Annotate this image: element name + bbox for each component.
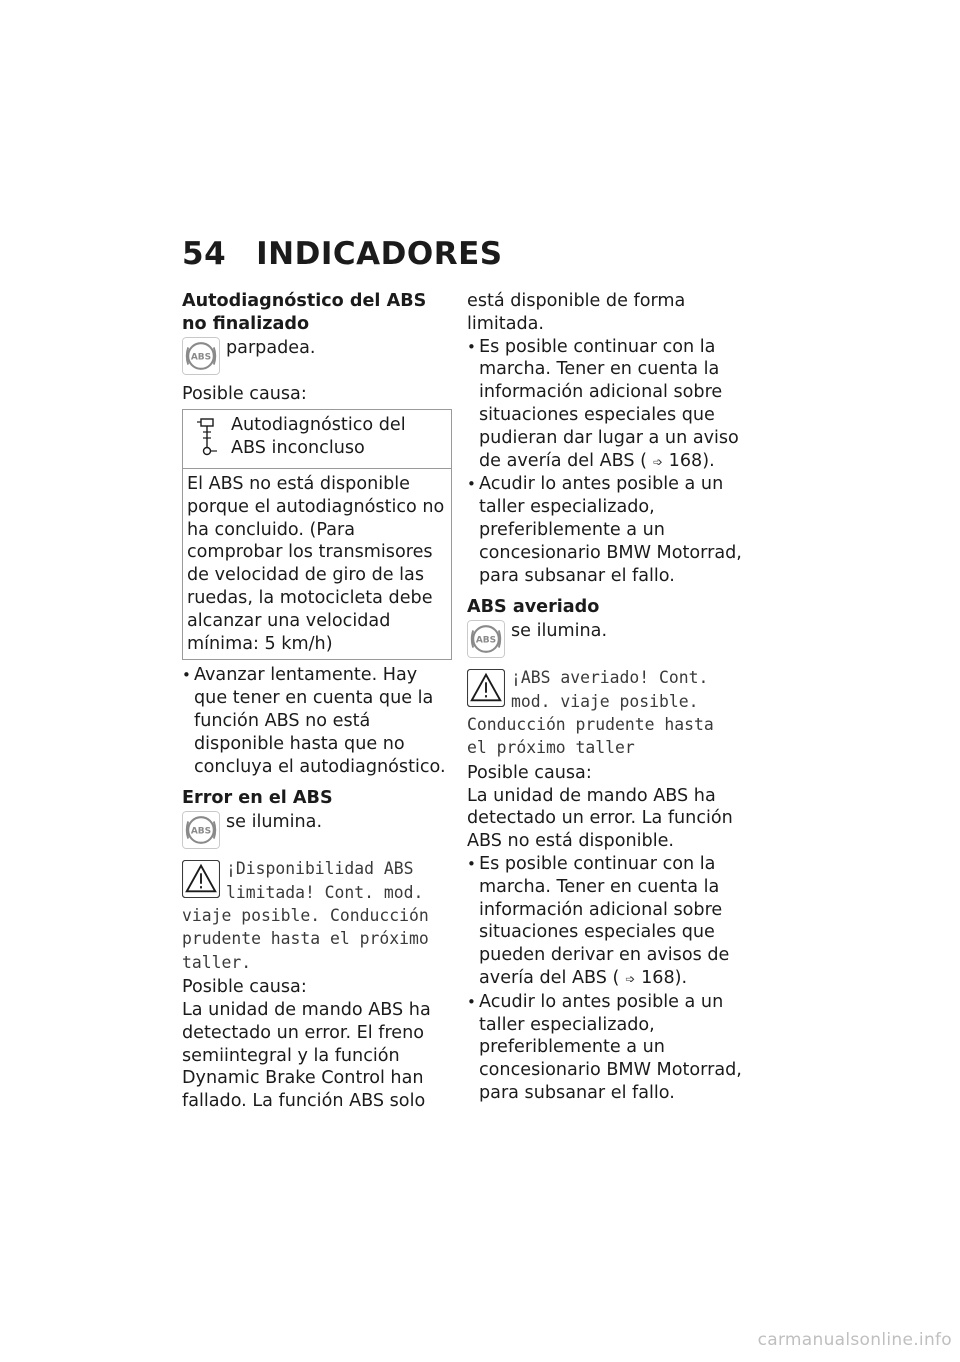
indicator-state-text: se ilumina.: [511, 621, 608, 642]
left-column: [182, 290, 452, 1113]
bullet-list: [182, 664, 452, 778]
cause-box-heading: Autodiagnóstico del ABS inconcluso: [231, 415, 406, 459]
watermark: carmanualsonline.info: [757, 1330, 952, 1350]
display-message-text: ¡ABS averiado! Cont. mod. viaje posible. Conducción prudente hasta el próximo taller: [467, 668, 714, 758]
chapter-title: INDICADORES: [256, 236, 503, 272]
display-message-text: ¡Disponibilidad ABS limitada! Cont. mod. viaje posible. Conducción prudente hasta el próximo taller.: [182, 859, 429, 972]
right-column: [467, 290, 742, 1105]
section-title-abs-selftest: Autodiagnóstico del ABS no finalizado: [182, 291, 427, 334]
indicator-abs-selftest: [182, 337, 452, 375]
page-number: 54: [182, 236, 227, 272]
bullet-list: [467, 853, 742, 1105]
abs-warning-lamp-icon: [182, 337, 220, 375]
list-item: • Avanzar lentamente. Hay que tener en cuenta que la función ABS no está disponible hasta que no concluya el autodiagnóstico.: [182, 664, 452, 778]
cause-box: [182, 409, 452, 660]
warning-triangle-icon: [182, 860, 220, 898]
section-title-abs-failed: ABS averiado: [467, 597, 600, 618]
possible-cause-label: Posible causa:: [182, 977, 307, 998]
possible-cause-label: Posible causa:: [182, 383, 307, 404]
abs-warning-lamp-icon: [467, 620, 505, 658]
cause-box-header: [183, 410, 451, 469]
indicator-state-text: se ilumina.: [226, 812, 323, 833]
possible-cause-label: Posible causa:: [467, 762, 592, 783]
list-item-text: Es posible continuar con la marcha. Tener en cuenta la información adicional sobre situaciones especiales que pudieran dar lugar a un aviso de avería del ABS: [479, 336, 739, 471]
bullet-list: [467, 336, 742, 588]
page-reference-arrow-icon: ➩: [653, 454, 664, 469]
cause-box-body: El ABS no está disponible porque el autodiagnóstico no ha concluido. (Para comprobar los transmisores de velocidad de giro de las ruedas, la motocicleta debe alcanzar una velocidad mínima: 5 km/h): [187, 473, 445, 654]
abs-warning-lamp-icon: [182, 811, 220, 849]
possible-cause-text: La unidad de mando ABS ha detectado un error. La función ABS no está disponible.: [467, 785, 733, 852]
indicator-abs-error: [182, 811, 452, 849]
page-reference-arrow-icon: ➩: [625, 971, 636, 986]
indicator-state-text: parpadea.: [226, 337, 316, 358]
continued-text: está disponible de forma limitada.: [467, 291, 686, 334]
display-message: [182, 857, 452, 974]
display-message: [467, 666, 742, 760]
page-reference[interactable]: 168).: [668, 450, 715, 471]
list-item: • Acudir lo antes posible a un taller especializado, preferiblemente a un concesionario BMW Motorrad, para subsanar el fallo.: [467, 473, 742, 587]
list-item: • Es posible continuar con la marcha. Tener en cuenta la información adicional sobre situaciones especiales que pudieran dar lugar a un aviso de avería del ABS ( ➩ 168).: [467, 336, 742, 474]
page-heading: [182, 236, 503, 272]
indicator-abs-failed: [467, 620, 742, 658]
page-reference[interactable]: 168).: [641, 967, 688, 988]
list-item: • Es posible continuar con la marcha. Tener en cuenta la información adicional sobre situaciones especiales que pueden derivar en avisos de avería del ABS ( ➩ 168).: [467, 853, 742, 991]
warning-triangle-icon: [467, 669, 505, 707]
list-item-text: Es posible continuar con la marcha. Tener en cuenta la información adicional sobre situaciones especiales que pueden derivar en avisos de avería del ABS: [479, 853, 730, 988]
wheel-speed-sensor-icon: [197, 418, 219, 456]
possible-cause-text: La unidad de mando ABS ha detectado un error. El freno semiintegral y la función Dynamic Brake Control han fallado. La función ABS solo: [182, 999, 431, 1112]
section-title-abs-error: Error en el ABS: [182, 788, 333, 809]
list-item: • Acudir lo antes posible a un taller especializado, preferiblemente a un concesionario BMW Motorrad, para subsanar el fallo.: [467, 991, 742, 1105]
